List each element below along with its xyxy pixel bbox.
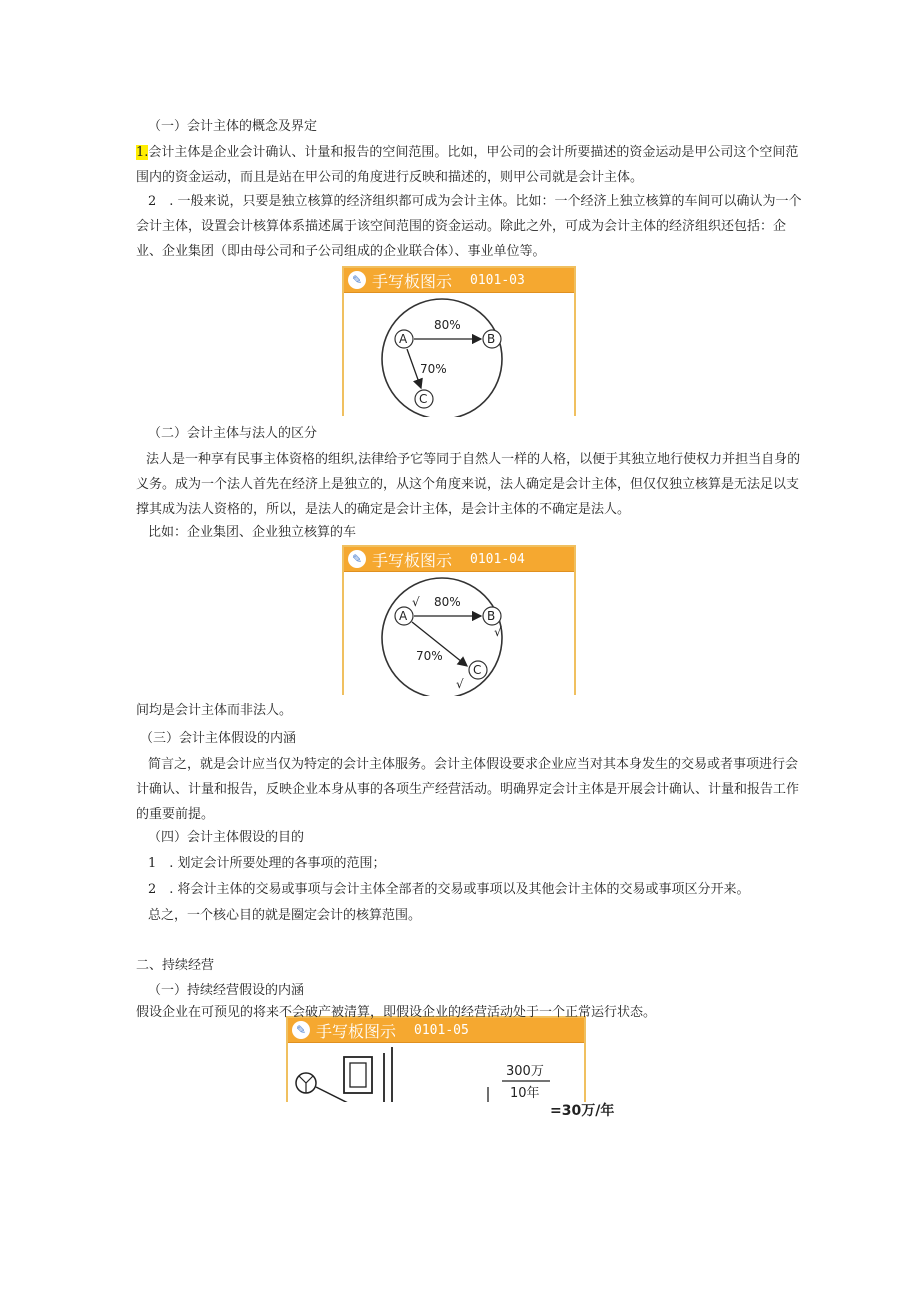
section1-paragraph-1 [136, 140, 808, 190]
handwriting-figure-3 [286, 1016, 586, 1102]
section1-paragraph-1-text: 会计主体是企业会计确认、计量和报告的空间范围。比如，甲公司的会计所要描述的资金运动是甲公司这个空间范围内的资金运动，而且是站在甲公司的角度进行反映和描述的，则甲公司就是会计主体。 [136, 145, 799, 185]
label-70-percent: 70% [420, 362, 447, 376]
label-80-percent: 80% [434, 318, 461, 332]
section3-heading: （三）会计主体假设的内涵 [140, 731, 297, 746]
highlighted-number: 1. [136, 145, 149, 160]
node-b-label: B [487, 332, 496, 346]
section4-item-2: 2 . 将会计主体的交易或事项与会计主体全部者的交易或事项以及其他会计主体的交易或事项区分开来。 [148, 882, 750, 897]
fraction-denominator: 10年 [510, 1086, 540, 1101]
arrow-a-to-c [407, 349, 421, 388]
figure-1-title: 手写板图示 [372, 271, 453, 291]
node-a-label: A [399, 332, 408, 346]
part2-sub-heading: （一）持续经营假设的内涵 [148, 983, 305, 998]
handwriting-figure-2 [342, 545, 576, 695]
figure-3-diagram [288, 1043, 584, 1102]
pen-icon: ✎ [348, 271, 366, 289]
section3-paragraph-1: 简言之，就是会计应当仅为特定的会计主体服务。会计主体假设要求企业应当对其本身发生的交易或者事项进行会计确认、计量和报告，反映企业本身从事的各项生产经营活动。明确界定会计主体是开展会计确认、计量和报告工作的重要前提。 [136, 757, 800, 822]
pen-icon: ✎ [292, 1021, 310, 1039]
figure-2-header [344, 547, 574, 572]
figure-3-title: 手写板图示 [316, 1021, 397, 1041]
section2-heading: （二）会计主体与法人的区分 [148, 426, 318, 441]
figure-3-id: 0101-05 [414, 1022, 469, 1038]
node-c-label: C [419, 392, 428, 406]
section4-heading: （四）会计主体假设的目的 [148, 830, 305, 845]
handwriting-figure-1 [342, 266, 576, 416]
section1-paragraph-2: 2 . 一般来说，只要是独立核算的经济组织都可成为会计主体。比如：一个经济上独立核算的车间可以确认为一个会计主体，设置会计核算体系描述属于该空间范围的资金运动。除此之外，可成为会计主体的经济组织还包括：企业、企业集团（即由母公司和子公司组成的企业联合体）、事业单位等。 [136, 194, 802, 259]
part2-paragraph-1: 假设企业在可预见的将来不会破产被清算，即假设企业的经营活动处于一个正常运行状态。 [136, 1005, 657, 1020]
node-c-label: C [473, 663, 482, 677]
node-a-label: A [399, 609, 408, 623]
node-b-label: B [487, 609, 496, 623]
section4-item-1: 1 . 划定会计所要处理的各事项的范围； [148, 856, 386, 871]
section2-paragraph-2: 比如：企业集团、企业独立核算的车 [148, 525, 357, 540]
section2-paragraph-1: 法人是一种享有民事主体资格的组织,法律给予它等同于自然人一样的人格，以便于其独立地行使权力并担当自身的义务。成为一个法人首先在经济上是独立的，从这个角度来说，法人确定是会计主体，但仅仅独立核算是无法足以支撑其成为法人资格的，所以，是法人的确定是会计主体，是会计主体的不确定是法人。 [136, 452, 801, 517]
section1-heading: （一）会计主体的概念及界定 [148, 119, 318, 134]
part2-heading: 二、持续经营 [136, 958, 215, 973]
label-80-percent: 80% [434, 595, 461, 609]
figure-2-id: 0101-04 [470, 551, 525, 567]
figure-2-diagram [344, 572, 574, 696]
figure-1-id: 0101-03 [470, 272, 525, 288]
check-mark-a: √ [412, 595, 420, 609]
pen-icon: ✎ [348, 550, 366, 568]
figure-3-result: =30万/年 [550, 1103, 615, 1119]
fraction-numerator: 300万 [506, 1064, 544, 1079]
section2-paragraph-3: 间均是会计主体而非法人。 [136, 703, 293, 718]
figure-1-diagram [344, 293, 574, 417]
figure-1-header [344, 268, 574, 293]
check-mark-b: √ [494, 625, 502, 639]
label-70-percent: 70% [416, 649, 443, 663]
check-mark-c: √ [456, 677, 464, 691]
section4-summary: 总之，一个核心目的就是圈定会计的核算范围。 [148, 908, 422, 923]
boundary-circle [382, 299, 502, 417]
figure-2-title: 手写板图示 [372, 550, 453, 570]
